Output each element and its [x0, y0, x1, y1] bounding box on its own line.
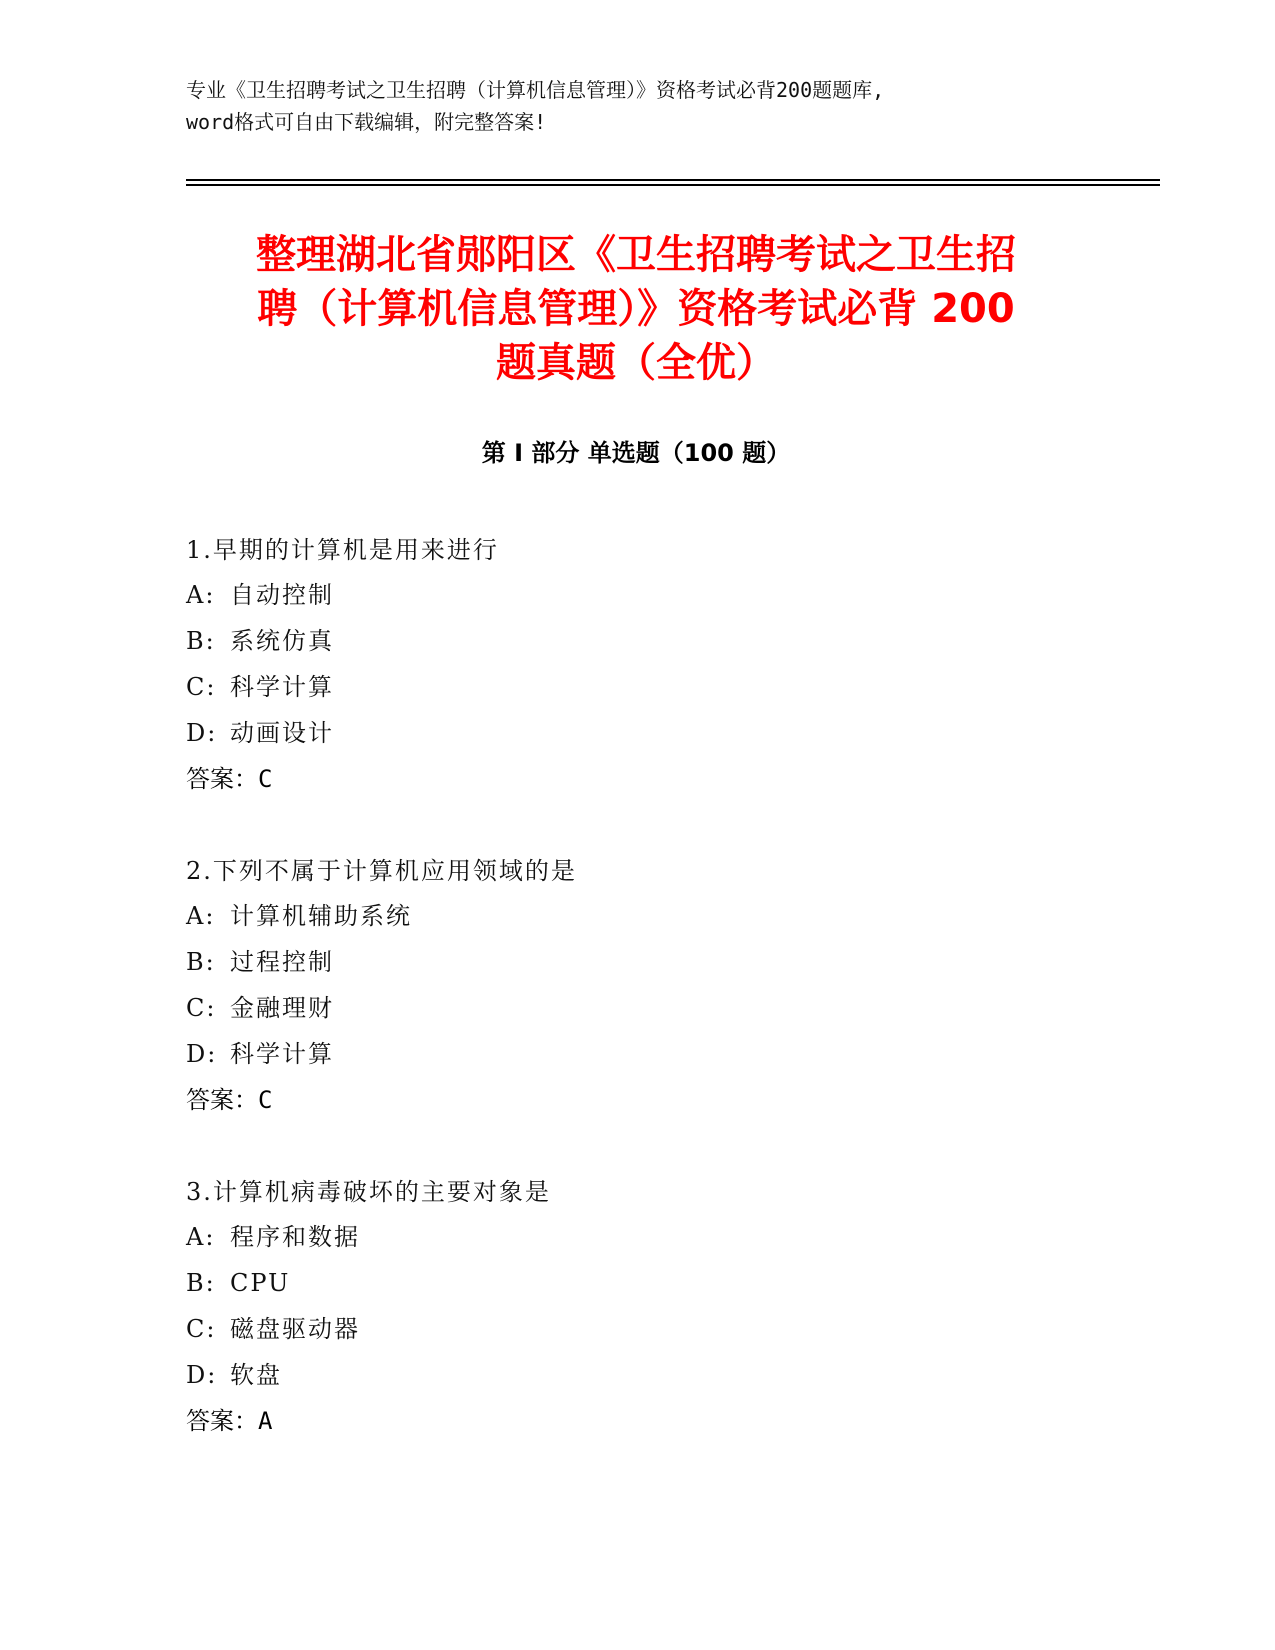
option-b — [186, 1260, 1086, 1306]
question-item — [186, 849, 1086, 1123]
option-text: CPU — [230, 1269, 291, 1297]
option-letter: B: — [186, 627, 216, 655]
option-c — [186, 664, 1086, 710]
option-c — [186, 985, 1086, 1031]
header-note — [186, 74, 1086, 138]
option-a — [186, 893, 1086, 939]
header-divider-bottom — [186, 184, 1160, 186]
option-a — [186, 572, 1086, 618]
answer-line — [186, 1077, 1086, 1123]
document-title-line-2: 聘（计算机信息管理）》资格考试必背 200 — [257, 286, 1015, 332]
option-letter: C: — [186, 673, 217, 701]
option-text: 磁盘驱动器 — [230, 1315, 360, 1343]
option-text: 科学计算 — [230, 673, 334, 701]
section-heading: 第 I 部分 单选题（100 题） — [481, 439, 791, 467]
option-text: 系统仿真 — [230, 627, 334, 655]
option-letter: D: — [186, 1361, 218, 1389]
option-letter: A: — [186, 1223, 216, 1251]
answer-label: 答案： — [186, 1086, 258, 1114]
question-stem: 3.计算机病毒破坏的主要对象是 — [186, 1178, 551, 1206]
option-text: 科学计算 — [230, 1040, 334, 1068]
question-list — [186, 528, 1086, 1491]
document-title — [186, 228, 1086, 390]
option-text: 金融理财 — [230, 994, 334, 1022]
option-letter: D: — [186, 719, 218, 747]
answer-line — [186, 1398, 1086, 1444]
option-letter: A: — [186, 581, 216, 609]
answer-value: C — [258, 765, 273, 793]
option-b — [186, 939, 1086, 985]
option-text: 软盘 — [230, 1361, 282, 1389]
option-c — [186, 1306, 1086, 1352]
answer-value: C — [258, 1086, 273, 1114]
option-letter: C: — [186, 994, 217, 1022]
header-note-line-2: word格式可自由下载编辑，附完整答案! — [186, 110, 547, 134]
question-item — [186, 528, 1086, 802]
option-letter: A: — [186, 902, 216, 930]
option-text: 自动控制 — [230, 581, 334, 609]
answer-label: 答案： — [186, 1407, 258, 1435]
option-d — [186, 1031, 1086, 1077]
option-d — [186, 1352, 1086, 1398]
option-a — [186, 1214, 1086, 1260]
option-text: 程序和数据 — [230, 1223, 360, 1251]
option-b — [186, 618, 1086, 664]
document-title-line-3: 题真题（全优） — [496, 340, 776, 386]
document-title-line-1: 整理湖北省郧阳区《卫生招聘考试之卫生招 — [256, 232, 1016, 278]
question-stem: 2.下列不属于计算机应用领域的是 — [186, 857, 577, 885]
option-letter: B: — [186, 948, 216, 976]
option-text: 过程控制 — [230, 948, 334, 976]
option-d — [186, 710, 1086, 756]
option-letter: D: — [186, 1040, 218, 1068]
header-divider-top — [186, 179, 1160, 181]
option-letter: B: — [186, 1269, 216, 1297]
option-text: 动画设计 — [230, 719, 334, 747]
answer-label: 答案： — [186, 765, 258, 793]
option-text: 计算机辅助系统 — [230, 902, 412, 930]
question-item — [186, 1170, 1086, 1444]
answer-value: A — [258, 1407, 273, 1435]
answer-line — [186, 756, 1086, 802]
header-note-line-1: 专业《卫生招聘考试之卫生招聘（计算机信息管理）》资格考试必背200题题库, — [186, 78, 885, 102]
option-letter: C: — [186, 1315, 217, 1343]
question-stem: 1.早期的计算机是用来进行 — [186, 536, 499, 564]
